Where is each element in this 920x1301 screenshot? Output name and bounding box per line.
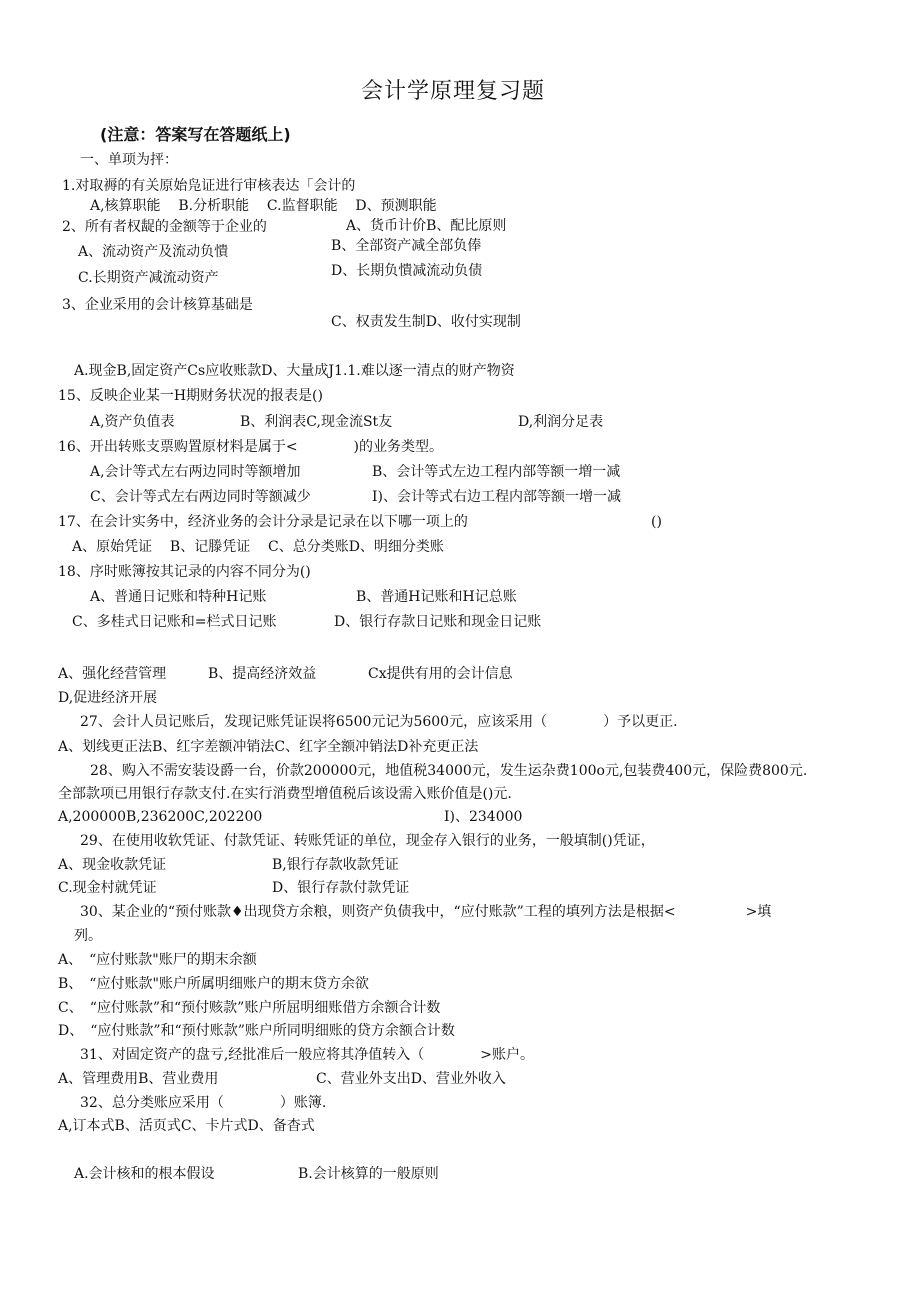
question-17: 17、在会计实务中，经济业务的会计分录是记录在以下哪一项上的 (58, 514, 468, 530)
question-29-option-b: B,银行存款收款凭证 (272, 857, 399, 873)
question-2-option-c: C.长期资产减流动资产 (78, 270, 219, 286)
last-option-a: A.会计核和的根本假设 (74, 1166, 215, 1182)
section-heading: 一、单项为抨： (80, 152, 178, 168)
question-30-option-c: C、 “应付账款”和“预付赅款”账户所屈明细账借方余额合计数 (58, 1000, 441, 1016)
question-29-option-d: D、银行存款付款凭证 (272, 880, 410, 896)
question-27: 27、会计人员记账后，发现记账凭证误将6500元记为5600元，应该采用（ ）予以更正. (80, 714, 678, 730)
question-30-line-2: 列。 (74, 928, 102, 944)
question-30-option-b: B、 “应付账款"账户所属明细账户的期末贷方余欲 (58, 976, 369, 992)
question-31: 31、对固定资产的盘亏,经批准后一般应将其净值转入（ >账户。 (80, 1047, 534, 1063)
question-28-option-d: I)、234000 (444, 809, 523, 825)
question-18-option-b: B、普通H记账和H记总账 (356, 589, 517, 605)
purpose-option-a: A、强化经营管理 (58, 666, 167, 682)
answer-line-a: A.现金B,固定资产Cs应收账款D、大量成J1.1.难以逐一清点的财产物资 (74, 363, 515, 379)
question-29-option-a: A、现金收款凭证 (58, 857, 167, 873)
question-15-option-bc: B、利润表C,现金流St友 (240, 414, 393, 430)
question-30-option-d: D、 “应付账款”和“预付账款”账户所同明细账的贷方余额合计数 (58, 1023, 455, 1039)
question-18: 18、序时账簿按其记录的内容不同分为() (58, 564, 311, 580)
question-2-right-2: B、全部资产减全部负俸 (331, 238, 482, 254)
purpose-option-d: D,促进经济开展 (58, 690, 158, 706)
question-30-option-a: A、 “应付账款"账尸的期末余额 (58, 952, 257, 968)
purpose-option-c: Cx提供有用的会计信息 (368, 666, 513, 682)
question-15: 15、反映企业某一H期财务状况的报表是() (58, 388, 323, 404)
question-16-option-b: B、会计等式左边工程内部等额一増一减 (372, 464, 621, 480)
question-3-right: C、权责发生制D、收付实现制 (331, 314, 521, 330)
question-16: 16、开出转账支票购置原材料是属于< )的业务类型。 (58, 439, 444, 455)
question-1: 1.对取褥的有关原始凫证进行审核表达「会计的 (62, 178, 356, 194)
question-31-options-cd: C、营业外支出D、营业外收入 (316, 1071, 506, 1087)
last-option-b: B.会计核算的一般原则 (298, 1166, 439, 1182)
question-28-line-2: 全部款项已用银行存款支付.在实行消费型增值税后该设需入账价值是()元. (58, 786, 512, 802)
question-18-option-c: C、多桂式日记账和=栏式日记账 (72, 614, 277, 630)
question-3: 3、企业采用的会计核算基础是 (62, 297, 253, 313)
question-16-option-d: I)、会计等式右边工程内部等额一增一减 (372, 489, 621, 505)
question-2-option-a: A、流动资产及流动负憒 (78, 244, 229, 260)
question-27-options: A、划线更正法B、红字差额冲销法C、红字全额冲销法D补充更正法 (58, 739, 479, 755)
question-15-option-d: D,利润分足表 (518, 414, 604, 430)
question-2-right-1: A、货币计价B、配比原则 (346, 218, 507, 234)
question-2: 2、所有者权龊的金额等于企业的 (62, 219, 267, 235)
question-17-options: A、原始凭证 B、记滕凭证 C、总分类账D、明细分类账 (72, 539, 444, 555)
notice-text: (注意：答案写在答题纸上) (100, 125, 291, 144)
page-title: 会计学原理复习题 (361, 79, 546, 104)
question-2-right-3: D、长期负憒减流动负债 (331, 263, 483, 279)
question-28-options-abc: A,200000B,236200C,202200 (58, 809, 263, 825)
question-18-option-d: D、银行存款日记账和现金日记账 (334, 614, 542, 630)
question-17-paren: () (651, 514, 662, 530)
question-30-line-1: 30、某企业的“预付账款♦出现贷方余粮，则资产负债我中，“应付账款”工程的填列方法是根据< >填 (80, 904, 772, 920)
question-29: 29、在使用收软凭证、付款凭证、转账凭证的单位，现金存入银行的业务，一般填制()凭证， (80, 833, 655, 849)
question-1-options: A,核算职能 B.分析职能 C.监督职能 D、预测职能 (90, 198, 437, 214)
question-31-options-ab: A、管理费用B、营业费用 (58, 1071, 219, 1087)
question-29-option-c: C.现金村就凭证 (58, 880, 157, 896)
question-28-line-1: 28、购入不需安装设爵一台，价款200000元，地值税34000元，发生运杂费100o元,包装费400元，保险费800元. (90, 763, 808, 779)
question-18-option-a: A、普通日记账和特种H记账 (90, 589, 267, 605)
purpose-option-b: B、提高经济效益 (208, 666, 317, 682)
question-16-option-c: C、会计等式左右两边同时等额减少 (90, 489, 311, 505)
question-32-options: A,订本式B、活页式C、卡片式D、备杳式 (58, 1118, 315, 1134)
question-16-option-a: A,会计等式左右两边同时等额增加 (90, 464, 301, 480)
question-32: 32、总分类账应采用（ ）账簿. (80, 1095, 327, 1111)
question-15-option-a: A,资产负值表 (90, 414, 175, 430)
